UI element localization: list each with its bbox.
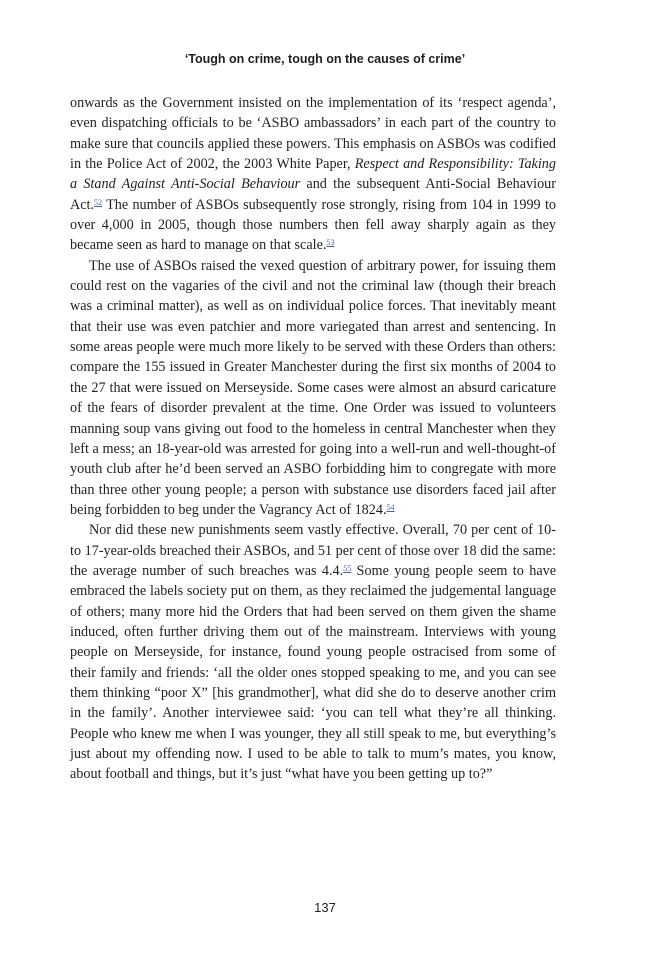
white-paper-title: Respect and Responsibility: Taking a Stand Against Anti-Social Behaviour [70,156,556,193]
paragraph-1-text-c: The number of ASBOs subsequently rose strongly, rising from 104 in 1999 to over 4,000 in 2005, though those numbers then fell away sharply again as they became seen as hard to manage on that scale. [70,196,556,254]
body-text [70,93,556,785]
footnote-link-55[interactable]: 55 [343,563,352,573]
paragraph-1 [70,93,556,256]
paragraph-2-text: The use of ASBOs raised the vexed question of arbitrary power, for issuing them could rest on the vagaries of the civil and not the criminal law (though their breach was a criminal matter), as well as on individual police forces. That inevitably meant that their use was even patchier and more variegated than arrest and sentencing. In some areas people were much more likely to be served with these Orders than others: compare the 155 issued in Greater Manchester during the first six months of 2004 to the 27 that were issued on Merseyside. Some cases were almost an absurd caricature of the fears of disorder prevalent at the time. One Order was issued to volunteers manning soup vans giving out food to the homeless in central Manchester when they left a mess; an 18-year-old was arrested for going into a well-run and well-thought-of youth club after he’d been served an ASBO forbidding him to congregate with more than three other young people; a person with substance use disorders faced jail after being forbidden to beg under the Vagrancy Act of 1824. [70,257,556,518]
paragraph-2 [70,256,556,520]
footnote-link-54[interactable]: 54 [386,502,395,512]
paragraph-3-text-b: Some young people seem to have embraced the labels society put on them, as they reclaimed the judgemental language of others; many more hid the Orders that had been served on them given the shame induced, often further driving them out of the mainstream. Interviews with young people on Merseyside, for instance, found young people ostracised from some of their family and friends: ‘all the older ones stopped speaking to me, and you can see them thinking “poor X” [his grandmother], what did she do to deserve another crim in the family’. Another interviewee said: ‘you can tell what they’re all thinking. People who knew me when I was younger, they all still speak to me, but everything’s just about my offending now. I used to be able to talk to mum’s mates, you know, about football and things, but it’s just “what have you been getting up to?” [70,562,557,783]
page-number: 137 [314,900,336,915]
paragraph-3 [70,520,556,784]
running-head: ‘Tough on crime, tough on the causes of crime’ [184,52,466,66]
paragraph-1-text-b: and the subsequent Anti-Social Behaviour Act. [70,176,556,213]
footnote-link-53[interactable]: 53 [326,238,335,248]
paragraph-1-text-a: onwards as the Government insisted on the implementation of its ‘respect agenda’, even dispatching officials to be ‘ASBO ambassadors’ in each part of the country to make sure that councils applied these powers. This emphasis on ASBOs was codified in the Police Act of 2002, the 2003 White Paper, [70,95,556,173]
paragraph-3-text-a: Nor did these new punishments seem vastly effective. Overall, 70 per cent of 10- to 17-year-olds breached their ASBOs, and 51 per cent of those over 18 did the same: the average number of such breaches was 4.4. [70,522,556,579]
footnote-link-52[interactable]: 52 [94,197,103,207]
